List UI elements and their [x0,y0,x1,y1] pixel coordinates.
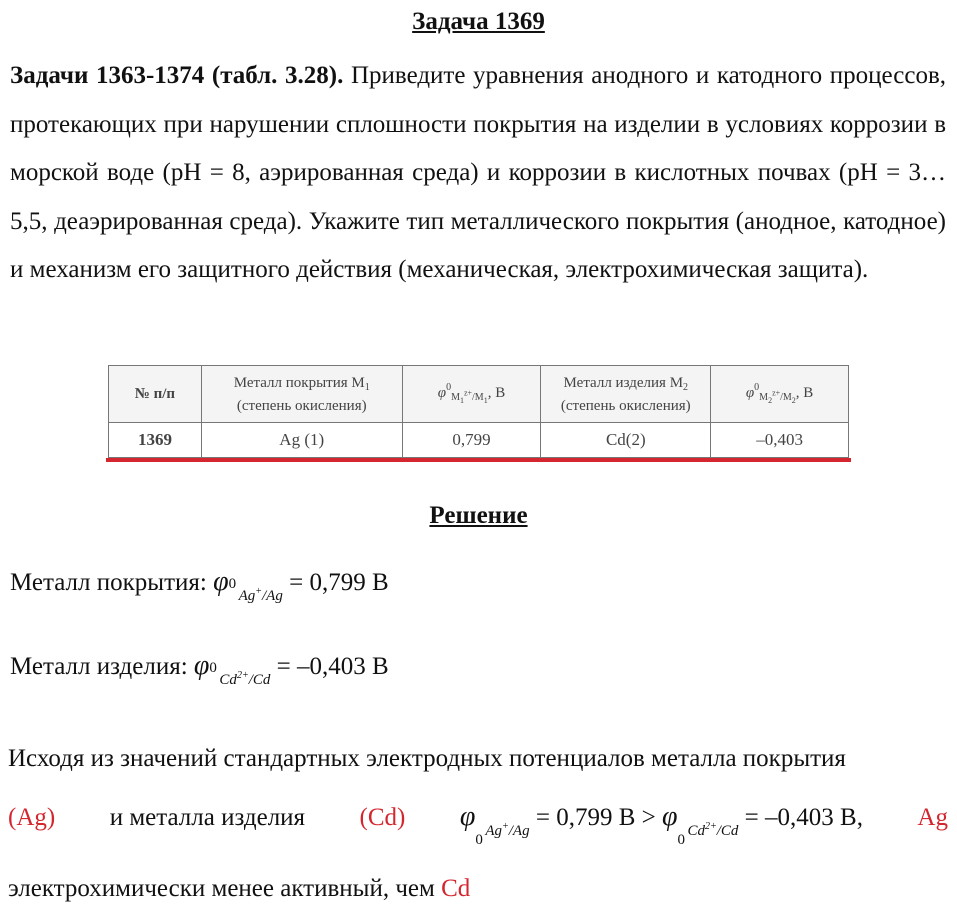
ag-highlight: (Ag) [8,804,56,831]
header-potential-2: $\varphi^0_{M_2^{z+}/M_2}$, В [711,366,849,423]
cell-potential-2: –0,403 [711,423,849,458]
phi-symbol: φ [193,650,210,681]
problem-statement [10,52,946,295]
table-header-row [109,366,849,423]
table-row [109,423,849,458]
comparison-formula: φ 0 $_{Ag^+/Ag}$ = 0,799 В > φ 0 $_{Cd^{2+}/Cd}$ = –0,403 В, [459,801,863,848]
conclusion-paragraph [8,730,948,918]
coating-metal-line: Металл покрытия: φ 0 $_{Ag^+/Ag}$ = 0,799 В [10,566,389,604]
problem-text: Приведите уравнения анодного и катодного процессов, протекающих при нарушении сплошности покрытия на изделии в условиях коррозии в морской воде (pH = 8, аэрированная среда) и коррозии в кислотных почвах (pH = 3…5,5, деаэрированная среда). Укажите тип металлического покрытия (анодное, катодное) и механизм его защитного действия (механическая, электрохимическая защита). [10,62,946,283]
problem-reference: Задачи 1363-1374 (табл. 3.28). [10,62,344,89]
coating-label: Металл покрытия: [10,569,207,596]
cell-coating-metal: Ag (1) [201,423,402,458]
coating-pair: Ag+/Ag [238,586,283,604]
header-product-metal: Металл изделия $M_2$ (степень окисления) [541,366,711,423]
header-num: № п/п [109,366,202,423]
conclusion-line-2 [8,788,948,860]
product-pair: Cd2+/Cd [219,670,271,688]
product-label: Металл изделия: [10,653,188,680]
coating-value: = 0,799 В [289,569,389,596]
conclusion-line-1: Исходя из значений стандартных электродных потенциалов металла покрытия [8,745,846,772]
data-table [108,365,849,458]
header-coating-metal: Металл покрытия $M_1$ (степень окисления) [201,366,402,423]
ag-highlight-2: Ag [917,804,948,831]
cd-highlight: (Cd) [359,804,406,831]
task-title: Задача 1369 [412,8,545,35]
conclusion-line-3: электрохимически менее активный, чем Cd [8,875,471,902]
phi-symbol: φ [213,566,229,597]
cell-num: 1369 [109,423,202,458]
header-potential-1: $\varphi^0_{M_1^{z+}/M_1}$, В [402,366,541,423]
cell-product-metal: Cd(2) [541,423,711,458]
cell-potential-1: 0,799 [402,423,541,458]
product-metal-line: Металл изделия: φ 0 $_{Cd^{2+}/Cd}$ = –0,403 В [10,650,389,688]
solution-heading: Решение [429,502,528,529]
table-underline [106,458,851,462]
and-text: и металла изделия [109,804,306,831]
product-value: = –0,403 В [276,653,389,680]
